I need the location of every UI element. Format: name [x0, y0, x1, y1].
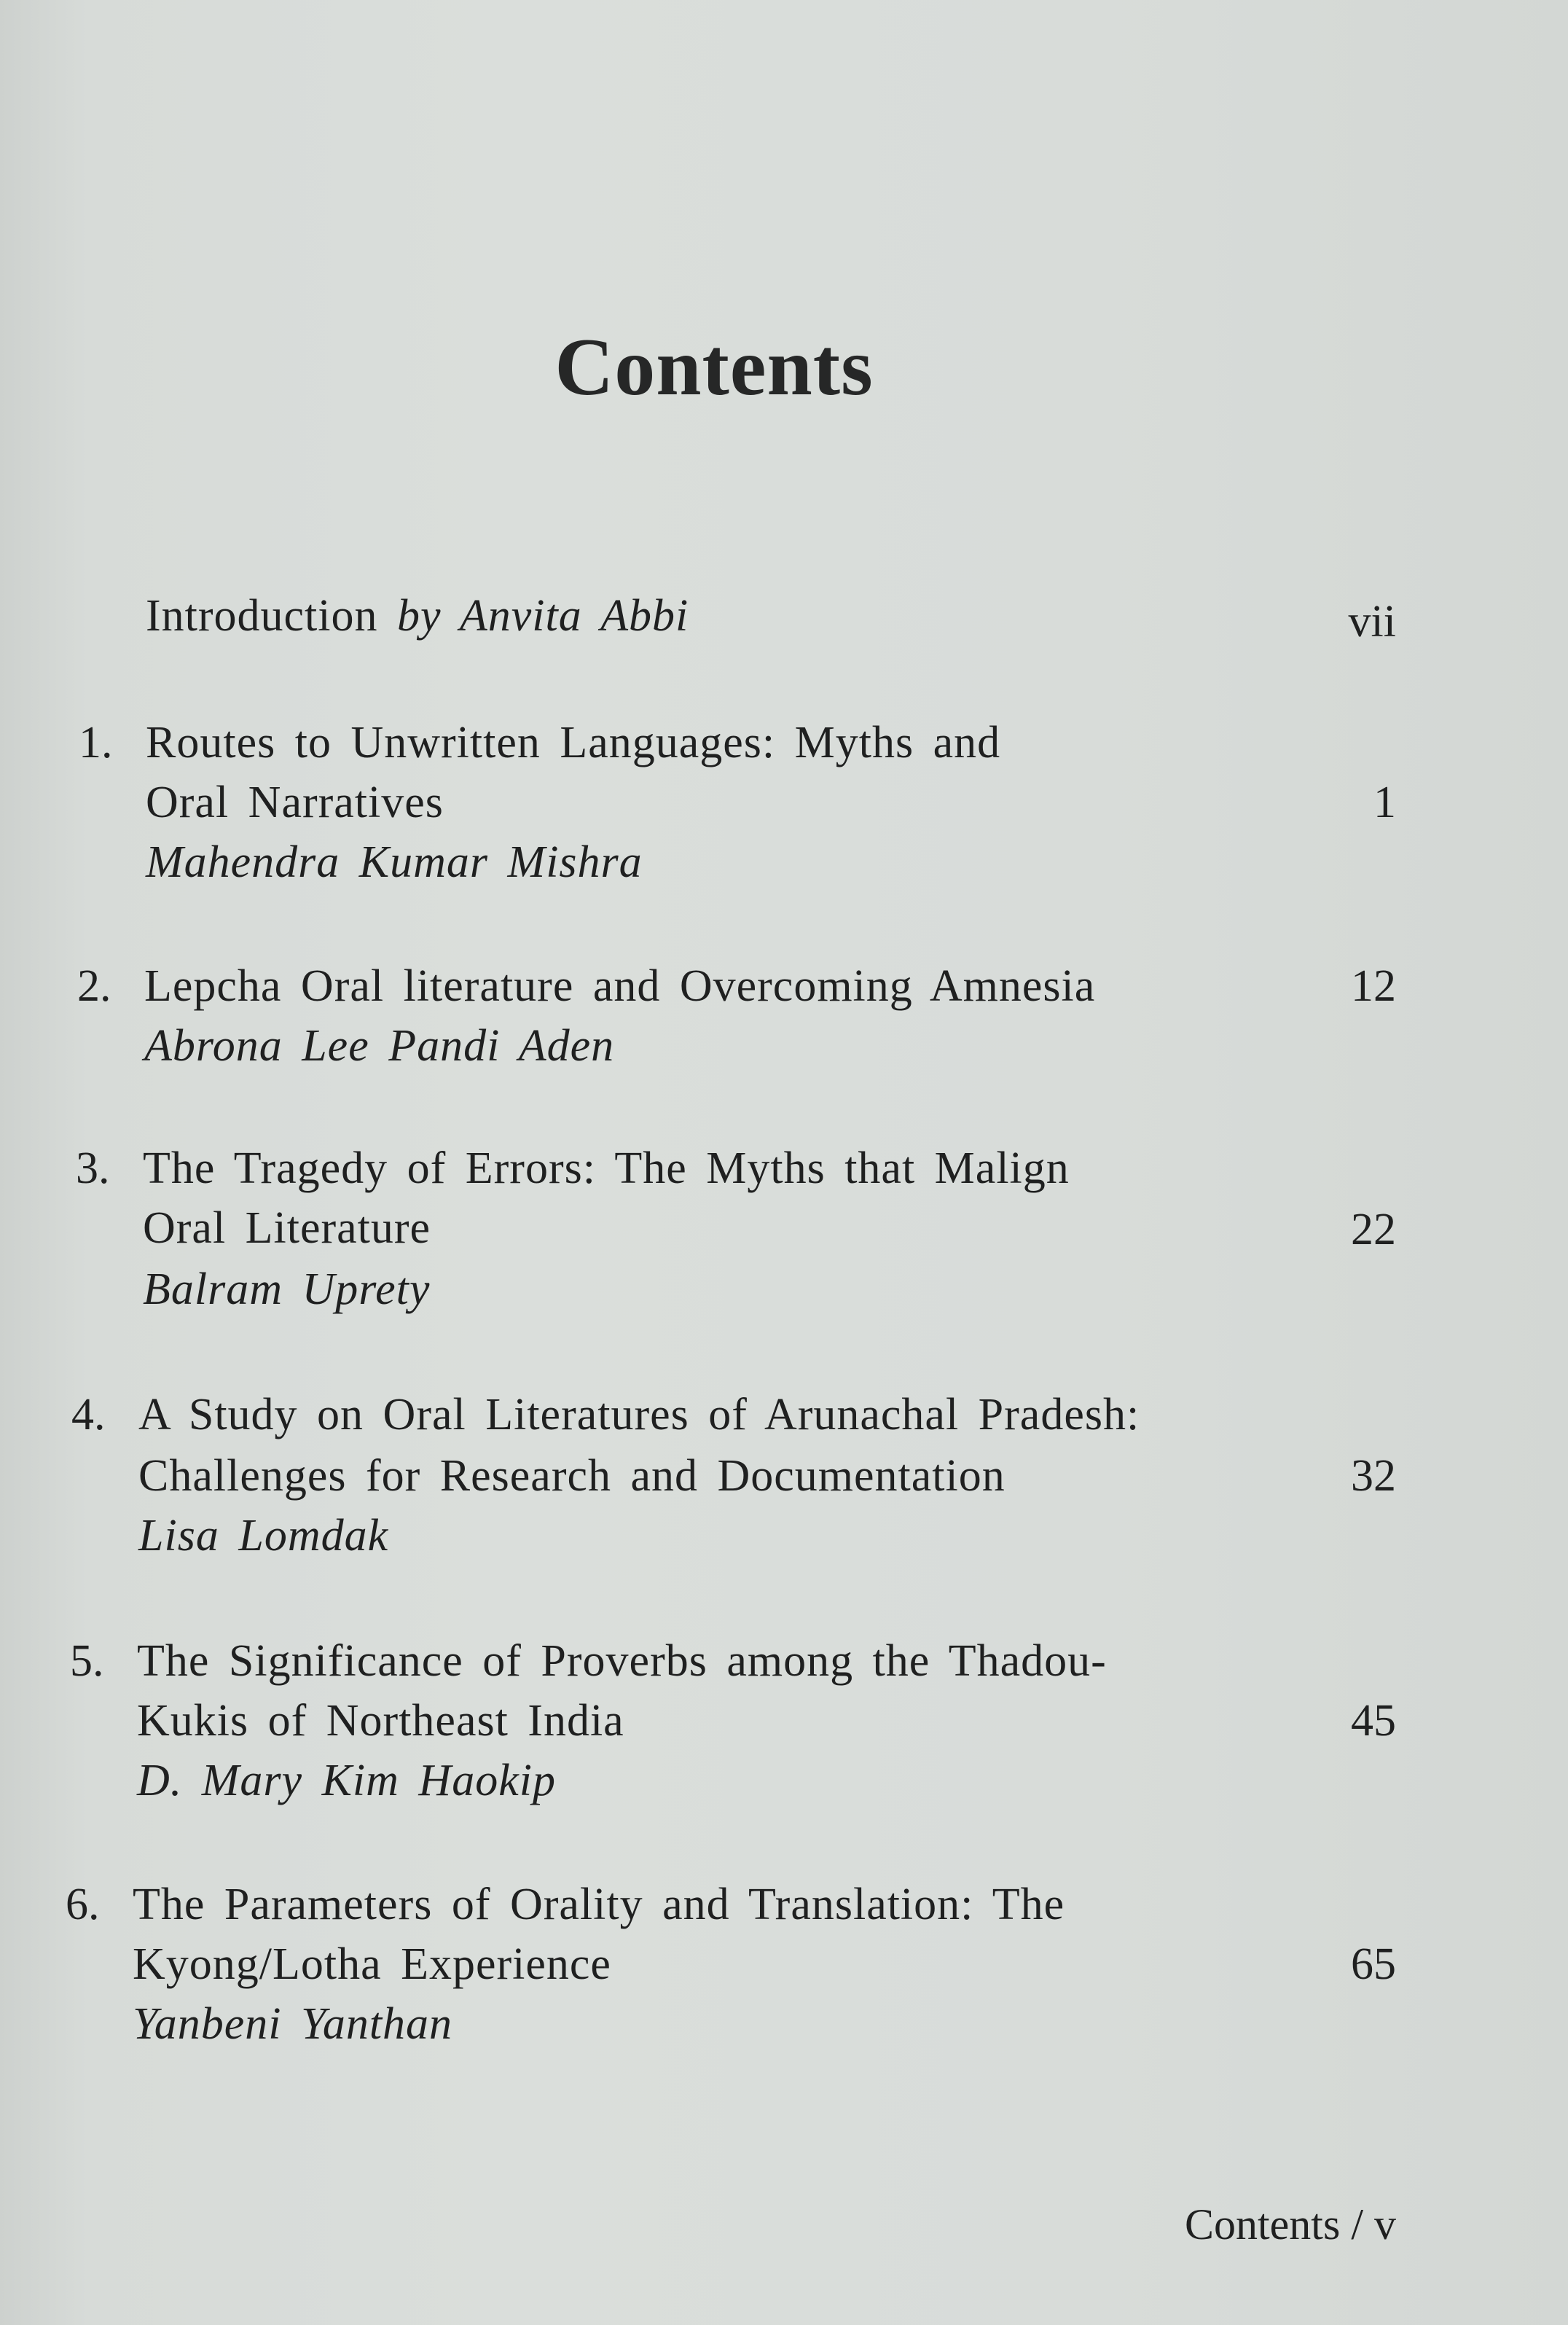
entry-author: Abrona Lee Pandi Aden [144, 1021, 615, 1071]
entry-title-line-2: Oral Narratives [146, 778, 444, 827]
entry-title-line-2: Kyong/Lotha Experience [133, 1939, 611, 1989]
entry-author: Mahendra Kumar Mishra [146, 837, 643, 887]
entry-page-number: 22 [1351, 1205, 1396, 1254]
running-footer: Contents / v [1184, 2200, 1396, 2248]
entry-title-line-1: Routes to Unwritten Languages: Myths and [146, 718, 1001, 767]
entry-number: 5. [70, 1636, 104, 1686]
entry-title-line-2: Oral Literature [143, 1203, 431, 1253]
entry-title-line-2: Challenges for Research and Documentation [138, 1451, 1006, 1501]
entry-number: 3. [76, 1144, 110, 1193]
entry-title-line-2: Kukis of Northeast India [137, 1696, 624, 1746]
introduction-page-number: vii [1348, 597, 1396, 646]
entry-title-line-1: Lepcha Oral literature and Overcoming Amnesia [144, 961, 1096, 1011]
entry-title-line-1: The Significance of Proverbs among the Thadou- [137, 1636, 1107, 1686]
entry-author: Lisa Lomdak [138, 1511, 389, 1560]
introduction-author: by Anvita Abbi [397, 591, 689, 641]
entry-page-number: 65 [1351, 1939, 1396, 1989]
entry-page-number: 32 [1351, 1451, 1396, 1501]
entry-number: 1. [79, 718, 113, 767]
entry-number: 6. [66, 1880, 100, 1929]
entry-number: 4. [71, 1390, 106, 1439]
entry-author: Balram Uprety [143, 1265, 431, 1314]
introduction-line [146, 590, 689, 642]
entry-page-number: 1 [1373, 778, 1396, 827]
entry-author: D. Mary Kim Haokip [137, 1756, 556, 1805]
introduction-label: Introduction [146, 591, 378, 641]
entry-page-number: 45 [1351, 1696, 1396, 1746]
entry-title-line-1: The Parameters of Orality and Translation: The [133, 1880, 1065, 1929]
entry-number: 2. [77, 961, 111, 1011]
entry-title-line-1: A Study on Oral Literatures of Arunachal Pradesh: [138, 1390, 1140, 1439]
entry-title-line-1: The Tragedy of Errors: The Myths that Malign [143, 1144, 1070, 1193]
page-title: Contents [554, 322, 874, 413]
entry-author: Yanbeni Yanthan [133, 1999, 453, 2049]
entry-page-number: 12 [1351, 961, 1396, 1011]
